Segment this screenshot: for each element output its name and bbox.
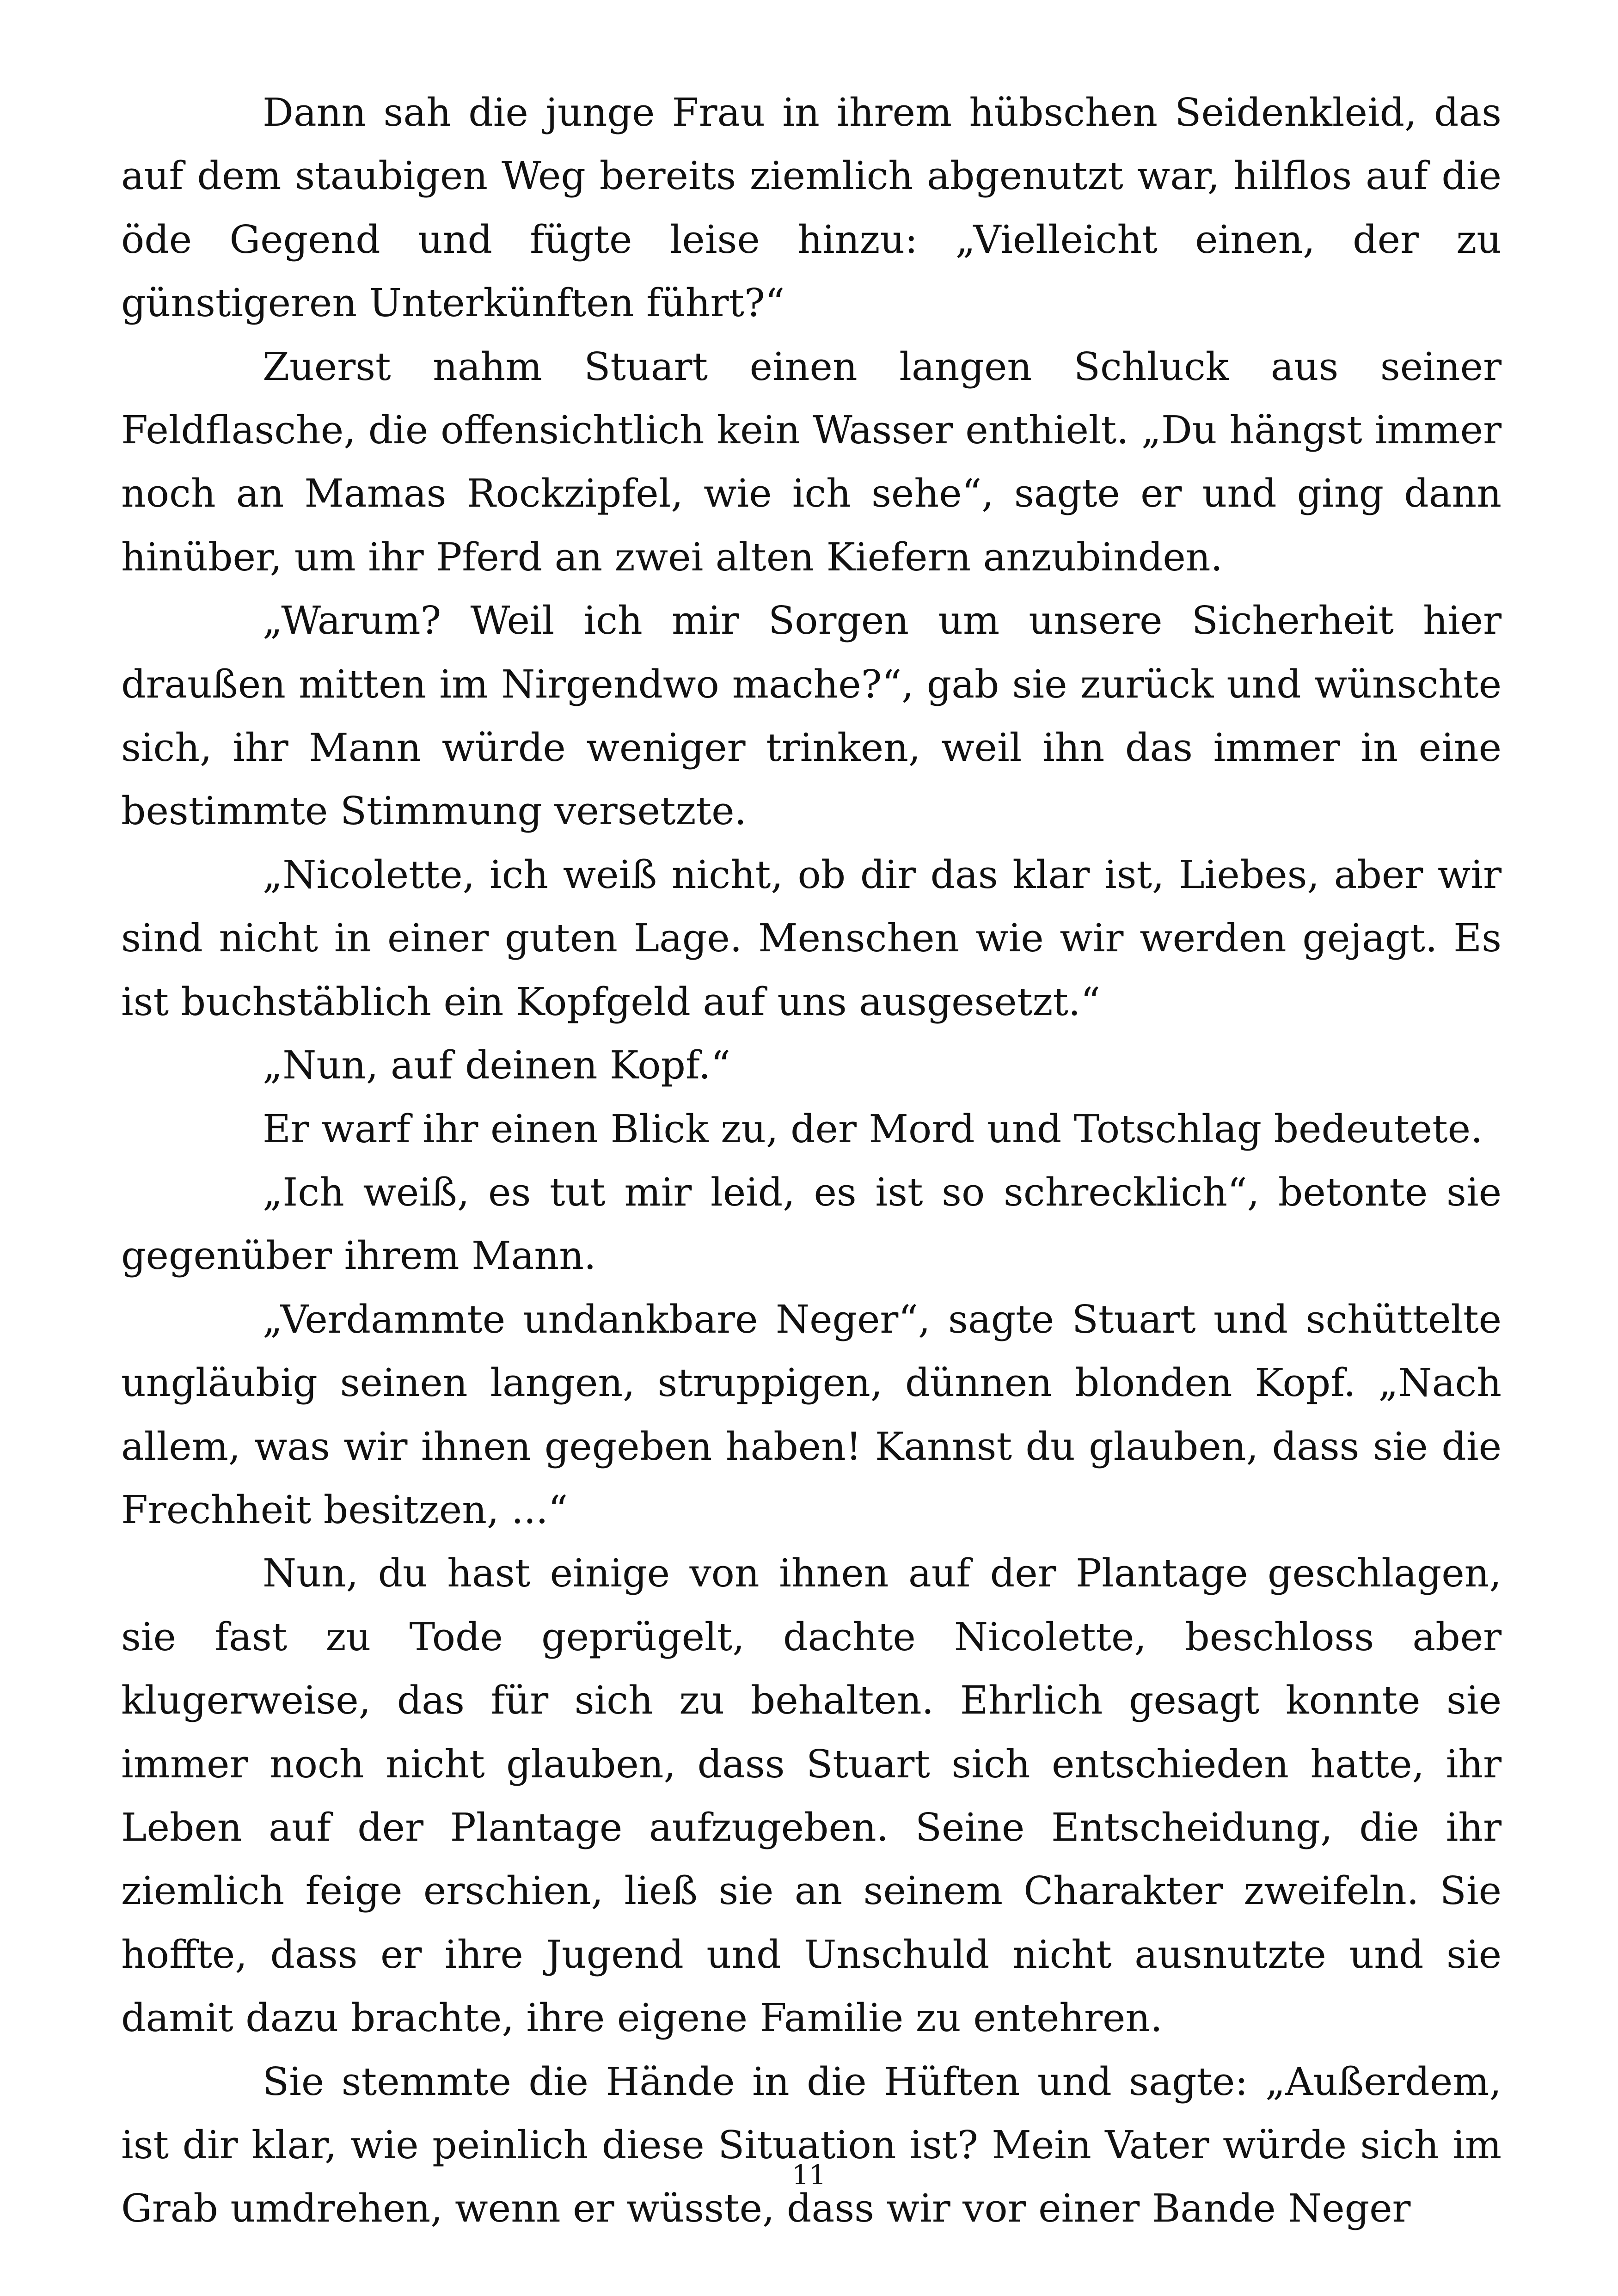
page-number: 11 — [792, 2159, 826, 2191]
paragraph: „Warum? Weil ich mir Sorgen um unsere Sicherheit hier draußen mitten im Nirgendwo mache?“, gab sie zurück und wünschte sich, ihr Mann würde weniger trinken, weil ihn das immer in eine bestimmte Stimmung versetzte. — [121, 598, 1502, 834]
paragraph: „Verdammte undankbare Neger“, sagte Stuart und schüttelte ungläubig seinen langen, struppigen, dünnen blonden Kopf. „Nach allem, was wir ihnen gegeben haben! Kannst du glauben, dass sie die Frechheit besitzen, ...“ — [121, 1296, 1502, 1532]
paragraph: Sie stemmte die Hände in die Hüften und sagte: „Außerdem, ist dir klar, wie peinlich diese Situation ist? Mein Vater würde sich im Grab umdrehen, wenn er wüsste, dass wir vor einer Bande Neger — [121, 2058, 1502, 2231]
paragraph: Dann sah die junge Frau in ihrem hübschen Seidenkleid, das auf dem staubigen Weg bereits ziemlich abgenutzt war, hilflos auf die öde Gegend und fügte leise hinzu: „Vielleicht einen, der zu günstigeren Unterkünften führt?“ — [121, 90, 1502, 326]
paragraph: „Nicolette, ich weiß nicht, ob dir das klar ist, Liebes, aber wir sind nicht in einer guten Lage. Menschen wie wir werden gejagt. Es ist buchstäblich ein Kopfgeld auf uns ausgesetzt.“ — [121, 851, 1502, 1024]
paragraph: „Ich weiß, es tut mir leid, es ist so schrecklich“, betonte sie gegenüber ihrem Mann. — [121, 1169, 1502, 1279]
paragraph: Er warf ihr einen Blick zu, der Mord und Totschlag bedeutete. — [263, 1106, 1483, 1151]
paragraph: Nun, du hast einige von ihnen auf der Plantage geschlagen, sie fast zu Tode geprügelt, dachte Nicolette, beschloss aber klugerweise, das für sich zu behalten. Ehrlich gesagt konnte sie immer noch nicht glauben, dass Stuart sich entschieden hatte, ihr Leben auf der Plantage aufzugeben. Seine Entscheidung, die ihr ziemlich feige erschien, ließ sie an seinem Charakter zweifeln. Sie hoffte, dass er ihre Jugend und Unschuld nicht ausnutzte und sie damit dazu brachte, ihre eigene Familie zu entehren. — [121, 1550, 1502, 2041]
paragraph: „Nun, auf deinen Kopf.“ — [263, 1042, 731, 1088]
body-text — [121, 81, 1502, 2241]
paragraph: Zuerst nahm Stuart einen langen Schluck aus seiner Feldflasche, die offensichtlich kein Wasser enthielt. „Du hängst immer noch an Mamas Rockzipfel, wie ich sehe“, sagte er und ging dann hinüber, um ihr Pferd an zwei alten Kiefern anzubinden. — [121, 343, 1502, 580]
